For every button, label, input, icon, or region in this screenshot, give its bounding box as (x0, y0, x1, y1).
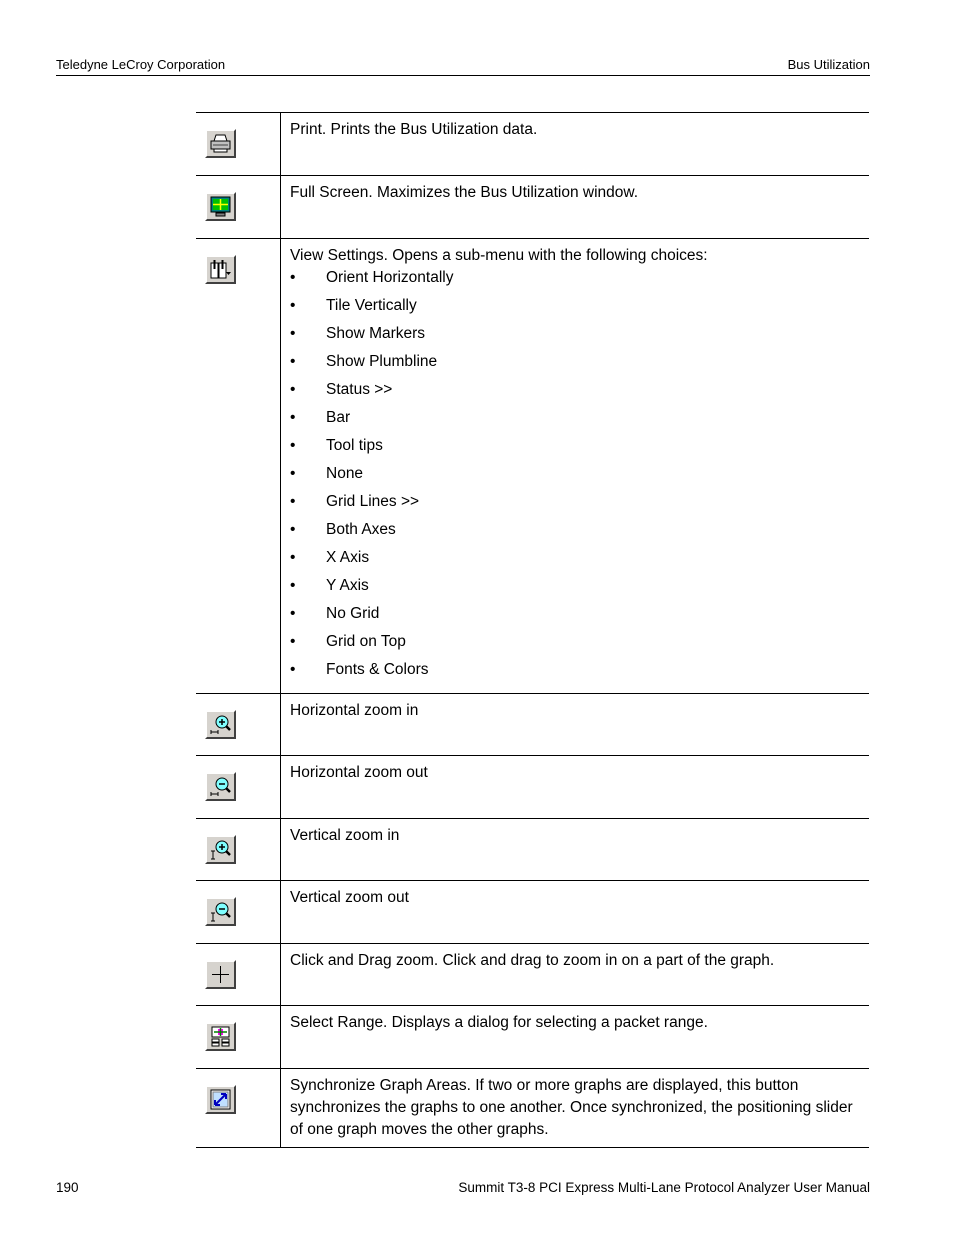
print-button[interactable] (205, 129, 236, 158)
vertical-zoom-out-icon (209, 900, 232, 923)
crosshair-icon (209, 963, 232, 986)
table-row (196, 239, 869, 694)
synchronize-icon (209, 1088, 232, 1111)
header-section: Bus Utilization (787, 56, 870, 72)
list-item: • None (290, 463, 861, 491)
list-item: • Status >> (290, 379, 861, 407)
row-description: Vertical zoom out (281, 881, 870, 944)
list-item: • Bar (290, 407, 861, 435)
view-settings-button[interactable] (205, 255, 236, 284)
list-item: • Y Axis (290, 575, 861, 603)
select-range-icon (209, 1025, 232, 1048)
row-description: Full Screen. Maximizes the Bus Utilization window. (281, 176, 870, 239)
view-settings-icon (209, 258, 232, 281)
list-item: • Tool tips (290, 435, 861, 463)
list-item: • Show Markers (290, 323, 861, 351)
row-description: Click and Drag zoom. Click and drag to zoom in on a part of the graph. (281, 944, 870, 1006)
select-range-button[interactable] (205, 1022, 236, 1051)
header-company: Teledyne LeCroy Corporation (56, 56, 226, 72)
table-row (196, 944, 869, 1006)
list-item: • X Axis (290, 547, 861, 575)
page-header (56, 54, 870, 74)
table-row (196, 176, 869, 239)
vertical-zoom-out-button[interactable] (205, 897, 236, 926)
page-number: 190 (56, 1179, 79, 1195)
toolbar-icon-table (196, 112, 869, 1148)
table-row (196, 881, 869, 944)
table-row (196, 1006, 869, 1069)
row-description: Select Range. Displays a dialog for selecting a packet range. (281, 1006, 870, 1069)
list-item: • Orient Horizontally (290, 267, 861, 295)
row-description: Horizontal zoom in (281, 694, 870, 756)
row-description: Vertical zoom in (281, 819, 870, 881)
horizontal-zoom-out-button[interactable] (205, 772, 236, 801)
list-item: • Tile Vertically (290, 295, 861, 323)
horizontal-zoom-out-icon (209, 775, 232, 798)
printer-icon (209, 133, 232, 154)
click-drag-zoom-button[interactable] (205, 960, 236, 989)
manual-title: Summit T3-8 PCI Express Multi-Lane Protocol Analyzer User Manual (458, 1179, 870, 1195)
table-row (196, 113, 869, 176)
table-row (196, 819, 869, 881)
table-row (196, 1069, 869, 1148)
vertical-zoom-in-icon (209, 838, 232, 861)
vertical-zoom-in-button[interactable] (205, 835, 236, 864)
row-description: Horizontal zoom out (281, 756, 870, 819)
row-description: Print. Prints the Bus Utilization data. (281, 113, 870, 176)
row-description: Synchronize Graph Areas. If two or more graphs are displayed, this button synchronizes the graphs to one another. Once synchronized, the positioning slider of one graph moves the other graphs. (281, 1069, 870, 1148)
header-rule (56, 75, 870, 76)
synchronize-graphs-button[interactable] (205, 1085, 236, 1114)
list-item: • Grid Lines >> (290, 491, 861, 519)
list-item: • Both Axes (290, 519, 861, 547)
table-row (196, 756, 869, 819)
table-row (196, 694, 869, 756)
list-item: • Grid on Top (290, 631, 861, 659)
full-screen-icon (209, 195, 232, 218)
horizontal-zoom-in-icon (209, 713, 232, 736)
full-screen-button[interactable] (205, 192, 236, 221)
horizontal-zoom-in-button[interactable] (205, 710, 236, 739)
list-item: • Show Plumbline (290, 351, 861, 379)
list-item: • No Grid (290, 603, 861, 631)
list-item: • Fonts & Colors (290, 659, 861, 687)
page-footer (56, 1177, 870, 1197)
view-settings-submenu-list (290, 267, 861, 687)
row-description: View Settings. Opens a sub-menu with the following choices: (290, 247, 708, 264)
